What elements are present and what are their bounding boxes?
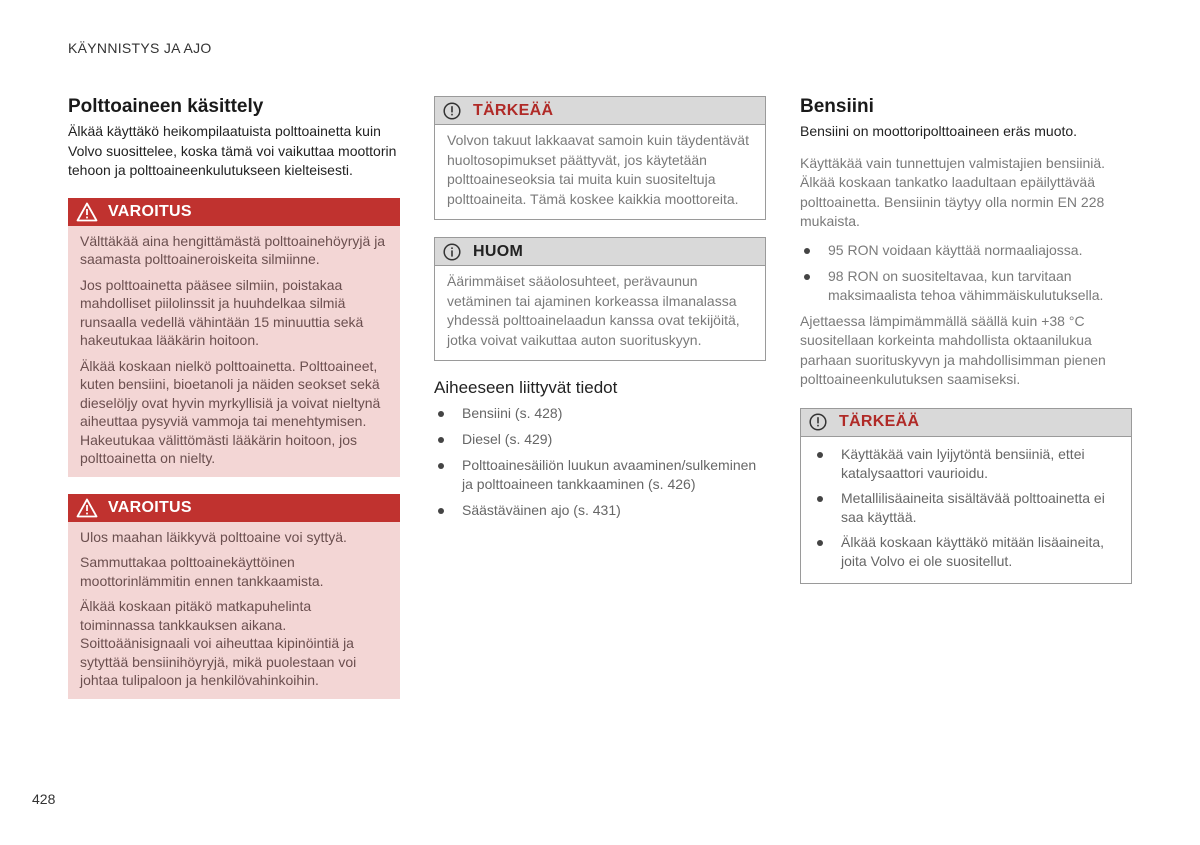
middle-column [434,96,766,527]
note-label: HUOM [473,242,524,260]
related-link-text[interactable]: Polttoainesäiliön luukun avaaminen/sulkeminen ja polttoaineen tankkaaminen (s. 426) [462,457,757,492]
warning-label: VAROITUS [108,498,192,516]
page-number: 428 [32,791,56,807]
important-item [813,533,1119,571]
warning-paragraph: Ulos maahan läikkyvä polttoaine voi syttyä. [80,528,347,545]
fuel-handling-intro: Älkää käyttäkö heikompilaatuista polttoainetta kuin Volvo suosittelee, koska tämä voi vaikuttaa moottorin tehoon ja polttoaineenkulutukseen kielteisesti. [68,123,397,178]
warning-header [68,198,400,226]
octane-list [800,241,1132,305]
fuel-handling-title: Polttoaineen käsittely [68,96,264,117]
related-info-list [434,404,766,520]
related-link-text[interactable]: Bensiini (s. 428) [462,405,563,421]
left-column [68,96,400,699]
related-link-text[interactable]: Säästäväinen ajo (s. 431) [462,502,621,518]
petrol-paragraph: Käyttäkää vain tunnettujen valmistajien bensiiniä. Älkää koskaan tankatko laadultaan epäilyttävää polttoainetta. Bensiinin täytyy olla normin EN 228 mukaista. [800,154,1106,229]
important-header [801,409,1131,437]
warning-body [68,226,400,477]
bullet-dot [438,463,444,469]
octane-item [800,267,1132,305]
petrol-paragraph-hot-weather: Ajettaessa lämpimämmällä säällä kuin +38 °C suositellaan korkeinta mahdollista oktaanilukua parhaan suorituskyvyn ja mahdollisimman pienen polttoaineenkulutuksen saamiseksi. [800,312,1106,387]
warning-box-fire [68,494,400,699]
important-item [813,489,1119,527]
octane-item-text: 98 RON on suositeltavaa, kun tarvitaan maksimaalista tehoa vähimmäiskulutuksella. [828,267,1104,303]
important-item-text: Älkää koskaan käyttäkö mitään lisäaineita, joita Volvo ei ole suositellut. [841,533,1105,569]
octane-item-text: 95 RON voidaan käyttää normaaliajossa. [828,241,1083,258]
bullet-dot [804,248,810,254]
exclamation-circle-icon [809,413,827,431]
note-body [435,266,765,360]
important-body [435,125,765,219]
bullet-dot [438,437,444,443]
important-body [801,437,1131,583]
related-link-text[interactable]: Diesel (s. 429) [462,431,553,447]
note-text: Äärimmäiset sääolosuhteet, perävaunun vetäminen tai ajaminen korkeassa ilmanalassa yhdessä polttoainelaadun kanssa ovat tekijöitä, jotka voivat vaikuttaa auton suorituskyyn. [447,273,740,348]
note-box-conditions [434,237,766,361]
related-link[interactable] [434,430,766,449]
exclamation-circle-icon [443,102,461,120]
petrol-intro: Bensiini on moottoripolttoaineen eräs muoto. [800,123,1078,139]
warning-paragraph: Välttäkää aina hengittämästä polttoainehöyryjä ja saamasta polttoaineroiskeita silmiinne. [80,232,386,267]
related-link[interactable] [434,501,766,520]
important-text: Volvon takuut lakkaavat samoin kuin täydentävät huoltosopimukset päättyvät, jos käytetään polttoaineseoksia tai muita kuin suositeltuja polttoaineita. Tämä koskee kaikkia moottoreita. [447,132,749,207]
important-list [813,445,1119,571]
warning-paragraph: Älkää koskaan nielkö polttoainetta. Polttoaineet, kuten bensiini, bioetanoli ja näiden seokset sekä dieselöljy ovat hyvin myrkyllisiä ja voivat nieltynä aiheuttaa pysyviä vammoja tai menehtymisen. Hakeutukaa välittömästi lääkärin hoitoon, jos polttoainetta on nielty. [80,357,381,466]
important-header [435,97,765,125]
warning-body [68,522,400,699]
note-header [435,238,765,266]
important-label: TÄRKEÄÄ [839,413,920,430]
warning-triangle-icon [76,202,98,222]
section-header: KÄYNNISTYS JA AJO [68,40,212,56]
warning-triangle-icon [76,498,98,518]
warning-paragraph: Sammuttakaa polttoainekäyttöinen moottorinlämmitin ennen tankkaamista. [80,554,324,589]
important-item-text: Käyttäkää vain lyijytöntä bensiiniä, ettei katalysaattori vaurioidu. [841,445,1085,481]
warning-header [68,494,400,522]
bullet-dot [817,496,823,502]
warning-box-fumes [68,198,400,477]
bullet-dot [438,411,444,417]
warning-label: VAROITUS [108,202,192,220]
important-label: TÄRKEÄÄ [473,101,554,119]
warning-paragraph: Jos polttoainetta pääsee silmiin, poistakaa mahdolliset piilolinssit ja huuhdelkaa silmiä runsaalla vedellä vähintään 15 minuuttia sekä hakeutukaa lääkärin hoitoon. [80,276,364,348]
important-box-warranty [434,96,766,220]
info-circle-icon [443,243,461,261]
related-info-title: Aiheeseen liittyvät tiedot [434,378,618,397]
octane-item [800,241,1132,260]
related-link[interactable] [434,404,766,423]
right-column [800,96,1132,584]
bullet-dot [817,540,823,546]
petrol-title: Bensiini [800,96,874,117]
important-box-petrol [800,408,1132,584]
related-link[interactable] [434,456,766,494]
important-item [813,445,1119,483]
bullet-dot [817,452,823,458]
bullet-dot [804,274,810,280]
related-info-section [434,378,766,520]
bullet-dot [438,508,444,514]
warning-paragraph: Älkää koskaan pitäkö matkapuhelinta toiminnassa tankkauksen aikana. Soittoäänisignaali voi aiheuttaa kipinöintiä ja sytyttää bensiinihöyryjä, mikä puolestaan voi johtaa tulipaloon ja henkilövahinkoihin. [80,598,357,688]
important-item-text: Metallilisäaineita sisältävää polttoainetta ei saa käyttää. [841,489,1105,525]
